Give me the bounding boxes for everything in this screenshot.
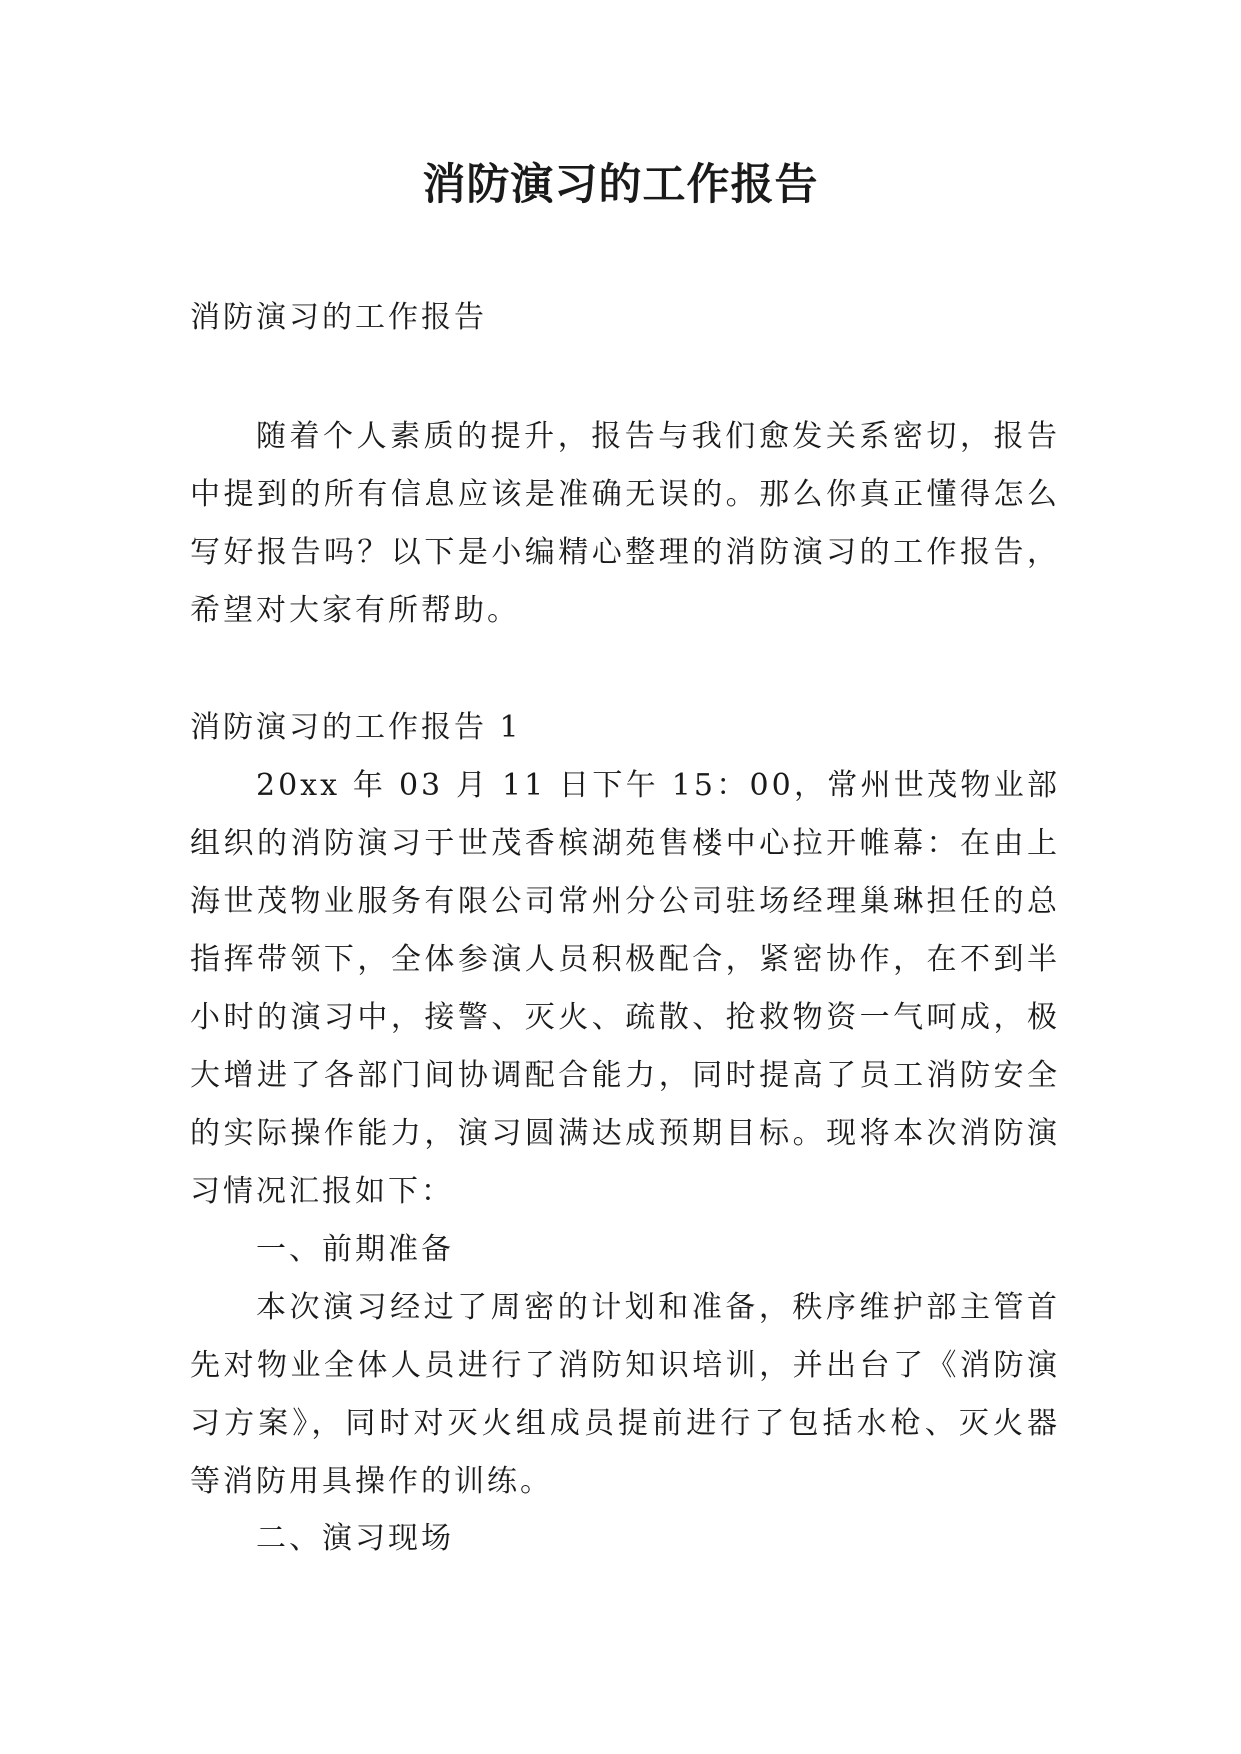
subsection-heading-2: 二、演习现场 xyxy=(256,1521,454,1556)
document-subtitle: 消防演习的工作报告 xyxy=(190,300,487,335)
document-title: 消防演习的工作报告 xyxy=(422,160,819,210)
section-heading: 消防演习的工作报告 1 xyxy=(190,710,522,745)
body-paragraph-1: 20xx 年 03 月 11 日下午 15：00，常州世茂物业部组织的消防演习于世茂香槟湖苑售楼中心拉开帷幕：在由上海世茂物业服务有限公司常州分公司驻场经理巢琳担任的总指挥带领下，全体参演人员积极配合，紧密协作，在不到半小时的演习中，接警、灭火、疏散、抢救物资一气呵成，极大增进了各部门间协调配合能力，同时提高了员工消防安全的实际操作能力，演习圆满达成预期目标。现将本次消防演习情况汇报如下： xyxy=(190,768,1060,1209)
body-paragraph-2: 本次演习经过了周密的计划和准备，秩序维护部主管首先对物业全体人员进行了消防知识培训，并出台了《消防演习方案》，同时对灭火组成员提前进行了包括水枪、灭火器等消防用具操作的训练。 xyxy=(190,1290,1060,1499)
subsection-heading-1: 一、前期准备 xyxy=(256,1232,454,1267)
intro-paragraph: 随着个人素质的提升，报告与我们愈发关系密切，报告中提到的所有信息应该是准确无误的。那么你真正懂得怎么写好报告吗？以下是小编精心整理的消防演习的工作报告，希望对大家有所帮助。 xyxy=(190,419,1060,628)
